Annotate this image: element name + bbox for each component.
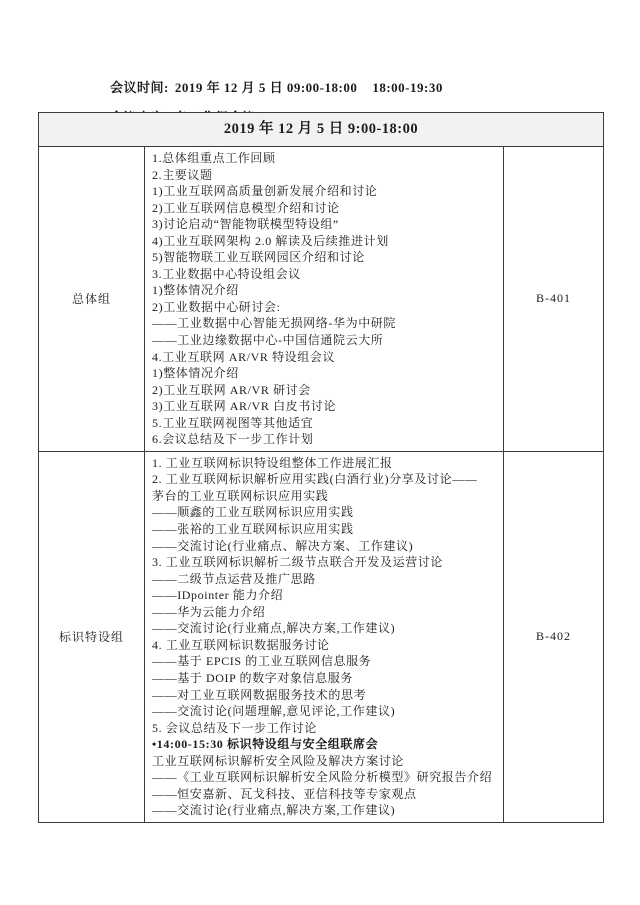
table-date-header: 2019 年 12 月 5 日 9:00-18:00 <box>39 113 603 147</box>
agenda-line: ——基于 DOIP 的数字对象信息服务 <box>152 670 353 685</box>
agenda-line: 2.主要议题 <box>152 167 213 182</box>
table-row <box>39 147 603 452</box>
group-name-cell <box>39 452 145 822</box>
agenda-line: 4)工业互联网架构 2.0 解读及后续推进计划 <box>152 233 389 248</box>
agenda-line: 2)工业数据中心研讨会: <box>152 299 281 314</box>
meeting-time-value: 2019 年 12 月 5 日 09:00-18:00 18:00-19:30 <box>174 80 443 95</box>
agenda-line: 1. 工业互联网标识特设组整体工作进展汇报 <box>152 455 393 470</box>
group-name-cell <box>39 147 145 451</box>
agenda-line: ——交流讨论(行业痛点,解决方案,工作建议) <box>152 621 396 636</box>
agenda-line: ——交流讨论(问题理解,意见评论,工作建议) <box>152 704 396 719</box>
agenda-line: 1)整体情况介绍 <box>152 283 239 298</box>
agenda-line: ——对工业互联网数据服务技术的思考 <box>152 687 367 702</box>
agenda-line: ——工业数据中心智能无损网络-华为中研院 <box>152 316 396 331</box>
agenda-line: ——IDpointer 能力介绍 <box>152 588 284 603</box>
agenda-line: 1.总体组重点工作回顾 <box>152 151 276 165</box>
group-name: 总体组 <box>71 292 111 307</box>
agenda-line: 6.会议总结及下一步工作计划 <box>152 432 314 447</box>
agenda-line: ——二级节点运营及推广思路 <box>152 571 316 586</box>
agenda-cell <box>145 147 503 451</box>
agenda-line: ——交流讨论(行业痛点,解决方案,工作建议) <box>152 803 396 818</box>
agenda-line: 4. 工业互联网标识数据服务讨论 <box>152 637 330 652</box>
agenda-line: 1)工业互联网高质量创新发展介绍和讨论 <box>152 184 378 199</box>
agenda-line: 3.工业数据中心特设组会议 <box>152 266 301 281</box>
agenda-line: ——张裕的工业互联网标识应用实践 <box>152 522 354 537</box>
agenda-line: ——基于 EPCIS 的工业互联网信息服务 <box>152 654 372 669</box>
agenda-line: ——交流讨论(行业痛点、解决方案、工作建议) <box>152 538 414 553</box>
agenda-line: 5. 会议总结及下一步工作讨论 <box>152 720 318 735</box>
agenda-line: •14:00-15:30 标识特设组与安全组联席会 <box>152 737 379 752</box>
agenda-line: ——顺鑫的工业互联网标识应用实践 <box>152 505 354 520</box>
agenda-line: 2)工业互联网信息模型介绍和讨论 <box>152 200 340 215</box>
room-number: B-402 <box>536 629 571 644</box>
room-cell <box>503 452 603 822</box>
group-name: 标识特设组 <box>58 630 124 645</box>
agenda-cell <box>145 452 503 822</box>
agenda-line: 3)讨论启动“智能物联模型特设组” <box>152 217 339 232</box>
table-body <box>39 147 603 822</box>
agenda-line: 3. 工业互联网标识解析二级节点联合开发及运营讨论 <box>152 555 444 570</box>
agenda-line: ——《工业互联网标识解析安全风险分析模型》研究报告介绍 <box>152 770 493 785</box>
agenda-line: ——华为云能力介绍 <box>152 604 266 619</box>
agenda-line: 2)工业互联网 AR/VR 研讨会 <box>152 382 311 397</box>
agenda-line: 5.工业互联网视图等其他适宜 <box>152 415 314 430</box>
table-row <box>39 452 603 822</box>
agenda-line: 4.工业互联网 AR/VR 特设组会议 <box>152 349 336 364</box>
agenda-line: 茅台的工业互联网标识应用实践 <box>152 488 329 503</box>
room-cell <box>503 147 603 451</box>
schedule-table <box>38 112 604 823</box>
meeting-time-label: 会议时间: <box>110 80 169 95</box>
agenda-line: ——恒安嘉新、瓦戈科技、亚信科技等专家观点 <box>152 786 417 801</box>
agenda-line: 1)整体情况介绍 <box>152 366 239 381</box>
agenda-line: 2. 工业互联网标识解析应用实践(白酒行业)分享及讨论—— <box>152 472 478 487</box>
agenda-line: 工业互联网标识解析安全风险及解决方案讨论 <box>152 753 405 768</box>
agenda-line: 5)智能物联工业互联网园区介绍和讨论 <box>152 250 365 265</box>
room-number: B-401 <box>536 291 571 306</box>
agenda-line: ——工业边缘数据中心-中国信通院云大所 <box>152 333 384 348</box>
agenda-line: 3)工业互联网 AR/VR 白皮书讨论 <box>152 399 337 414</box>
